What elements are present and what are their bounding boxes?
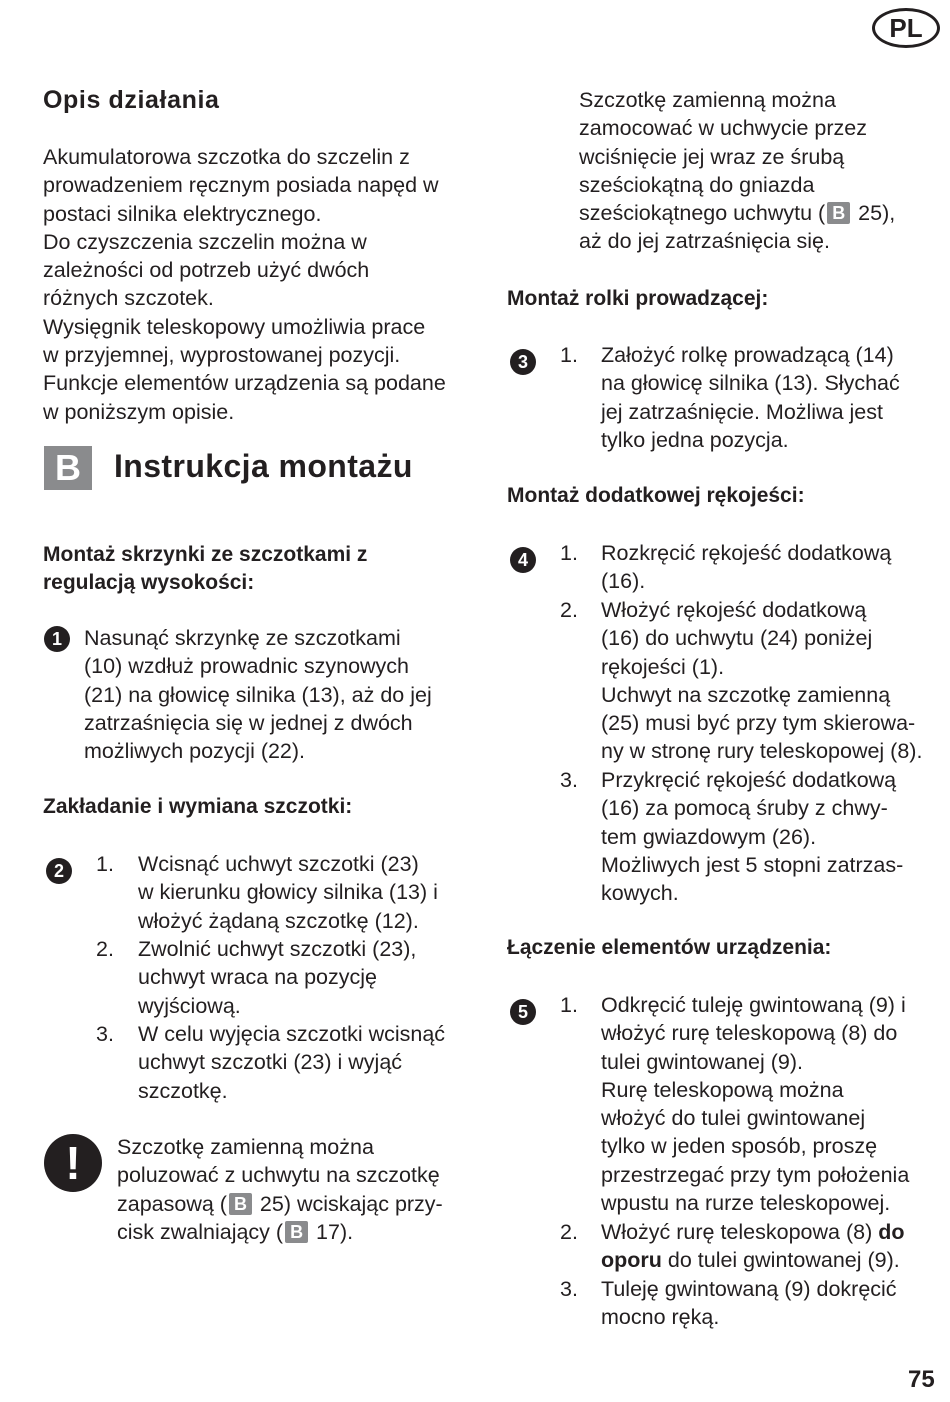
text-line: wpustu na rurze teleskopowej. (601, 1191, 891, 1216)
text-line: tulei gwintowanej (9). (601, 1049, 803, 1074)
page-number: 75 (908, 1366, 935, 1393)
text-line: Przykręcić rękojeść dodatkową (601, 768, 897, 792)
list-number: 3. (560, 1277, 578, 1301)
text-line: wyjściową. (138, 993, 241, 1018)
list-number: 1. (96, 852, 114, 876)
figure-number-3: 3 (510, 349, 536, 375)
text-line (601, 1218, 946, 1246)
list-number: 2. (560, 1220, 578, 1244)
title-line: regulacją wysokości: (43, 571, 255, 595)
text-line: szczotkę. (138, 1078, 228, 1103)
text-line: prowadzeniem ręcznym posiada napęd w (43, 173, 439, 198)
text-line: rękojeści (1). (601, 654, 725, 679)
text-segment: 25) wciskając przy- (253, 1191, 443, 1216)
figure-ref-badge: B (285, 1221, 308, 1243)
list-number: 2. (560, 598, 578, 622)
list-number: 1. (560, 541, 578, 565)
text-line: (25) musi być przy tym skierowa- (601, 711, 916, 736)
text-line: na głowicę silnika (13). Słychać (601, 371, 900, 396)
text-segment: sześciokątnego uchwytu ( (579, 201, 826, 226)
list-item (601, 766, 946, 907)
opis-paragraph (43, 143, 493, 426)
text-line: Szczotkę zamienną można (117, 1135, 374, 1159)
subsection-title-rolka: Montaż rolki prowadzącej: (507, 287, 769, 310)
text-line: uchwyt szczotki (23) i wyjąć (138, 1050, 403, 1075)
text-line: W celu wyjęcia szczotki wcisnąć (138, 1022, 446, 1046)
list-number: 3. (96, 1022, 114, 1046)
text-line: tem gwiazdowym (26). (601, 824, 817, 849)
text-line: (21) na głowicę silnika (13), aż do jej (84, 682, 432, 707)
text-line: wciśnięcie jej wraz ze śrubą (579, 144, 845, 169)
figure-number-1: 1 (44, 626, 70, 652)
figure-ref-badge: B (229, 1193, 252, 1215)
text-line: jej zatrzaśnięcie. Możliwa jest (601, 399, 883, 424)
text-line: Możliwych jest 5 stopni zatrzas- (601, 852, 904, 877)
section-title-montaz: Instrukcja montażu (114, 448, 413, 484)
text-line: aż do jej zatrzaśnięcia się. (579, 229, 830, 254)
list-item (138, 850, 498, 935)
text-line: Rurę teleskopową można (601, 1077, 844, 1102)
section-letter-box: B (44, 446, 92, 490)
list-number: 1. (560, 343, 578, 367)
text-line: poluzować z uchwytu na szczotkę (117, 1163, 440, 1188)
text-line: uchwyt wraca na pozycję (138, 965, 377, 990)
language-badge: PL (872, 8, 940, 48)
list-number: 1. (560, 993, 578, 1017)
list-item (601, 539, 946, 596)
skrzynka-paragraph (84, 624, 484, 765)
text-line: kowych. (601, 881, 679, 906)
list-item (601, 596, 946, 766)
text-line: włożyć rurę teleskopową (8) do (601, 1021, 898, 1046)
text-line: Akumulatorowa szczotka do szczelin z (43, 145, 410, 169)
text-segment: zapasową ( (117, 1191, 227, 1216)
bold-text: do (878, 1220, 905, 1244)
text-line: tylko jedna pozycja. (601, 427, 789, 452)
text-segment: Włożyć rurę teleskopowa (8) (601, 1220, 879, 1244)
text-line: włożyć do tulei gwintowanej (601, 1106, 866, 1131)
text-line: (16) do uchwytu (24) poniżej (601, 626, 873, 651)
text-segment: do tulei gwintowanej (9). (661, 1248, 900, 1273)
text-line: zamocować w uchwycie przez (579, 116, 867, 141)
text-line: Do czyszczenia szczelin można w (43, 229, 367, 254)
figure-number-4: 4 (510, 547, 536, 573)
text-line: Odkręcić tuleję gwintowaną (9) i (601, 993, 906, 1017)
text-line: Zwolnić uchwyt szczotki (23), (138, 937, 417, 961)
list-number: 3. (560, 768, 578, 792)
text-line (601, 1246, 946, 1274)
subsection-title-rekojesc: Montaż dodatkowej rękojeści: (507, 484, 805, 507)
text-line: Włożyć rękojeść dodatkową (601, 598, 867, 622)
text-line: włożyć żądaną szczotkę (12). (138, 908, 419, 933)
list-item (601, 1275, 946, 1332)
text-line: Szczotkę zamienną można (579, 88, 836, 112)
warning-icon: ! (44, 1134, 102, 1192)
intro-paragraph (579, 86, 939, 256)
text-line: przestrzegać przy tym położenia (601, 1162, 910, 1187)
text-line: zależności od potrzeb użyć dwóch (43, 258, 370, 283)
text-line: w kierunku głowicy silnika (13) i (138, 880, 438, 905)
subsection-title-skrzynka (43, 541, 367, 598)
list-item (601, 1218, 946, 1275)
text-line: Wysięgnik teleskopowy umożliwia prace (43, 314, 426, 339)
text-segment: 17). (310, 1219, 354, 1244)
text-line: postaci silnika elektrycznego. (43, 201, 322, 226)
section-title-opis: Opis działania (43, 86, 220, 114)
text-line: tylko w jeden sposób, proszę (601, 1134, 878, 1159)
text-line: Wcisnąć uchwyt szczotki (23) (138, 852, 419, 876)
text-line: Nasunąć skrzynkę ze szczotkami (84, 626, 401, 650)
text-line: Założyć rolkę prowadzącą (14) (601, 343, 894, 367)
title-line: Montaż skrzynki ze szczotkami z (43, 543, 368, 566)
text-line: Funkcje elementów urządzenia są podane (43, 371, 446, 396)
text-line: w poniższym opisie. (43, 399, 235, 424)
text-segment: cisk zwalniający ( (117, 1219, 284, 1244)
text-line: sześciokątną do gniazda (579, 172, 815, 197)
note-paragraph (117, 1133, 497, 1246)
text-line: Tuleję gwintowaną (9) dokręcić (601, 1277, 897, 1301)
text-line (117, 1190, 497, 1218)
text-line (579, 199, 939, 227)
text-line: (16) za pomocą śruby z chwy- (601, 796, 888, 821)
figure-ref-badge: B (827, 202, 850, 224)
subsection-title-laczenie: Łączenie elementów urządzenia: (507, 936, 832, 959)
figure-number-5: 5 (510, 999, 536, 1025)
text-line (117, 1218, 497, 1246)
text-line: (10) wzdłuż prowadnic szynowych (84, 654, 410, 679)
list-item (601, 991, 946, 1217)
text-segment: 25), (852, 201, 896, 226)
bold-text: oporu (601, 1248, 662, 1273)
text-line: różnych szczotek. (43, 286, 214, 311)
list-number: 2. (96, 937, 114, 961)
text-line: mocno ręką. (601, 1305, 720, 1330)
text-line: możliwych pozycji (22). (84, 739, 306, 764)
list-item (601, 341, 941, 454)
list-item (138, 935, 498, 1020)
text-line: ny w stronę rury teleskopowej (8). (601, 739, 923, 764)
text-line: zatrzaśnięcia się w jednej z dwóch (84, 710, 413, 735)
text-line: w przyjemnej, wyprostowanej pozycji. (43, 343, 401, 368)
subsection-title-zakladanie: Zakładanie i wymiana szczotki: (43, 795, 353, 818)
text-line: (16). (601, 569, 646, 594)
list-item (138, 1020, 498, 1105)
figure-number-2: 2 (46, 858, 72, 884)
text-line: Uchwyt na szczotkę zamienną (601, 682, 891, 707)
text-line: Rozkręcić rękojeść dodatkową (601, 541, 892, 565)
